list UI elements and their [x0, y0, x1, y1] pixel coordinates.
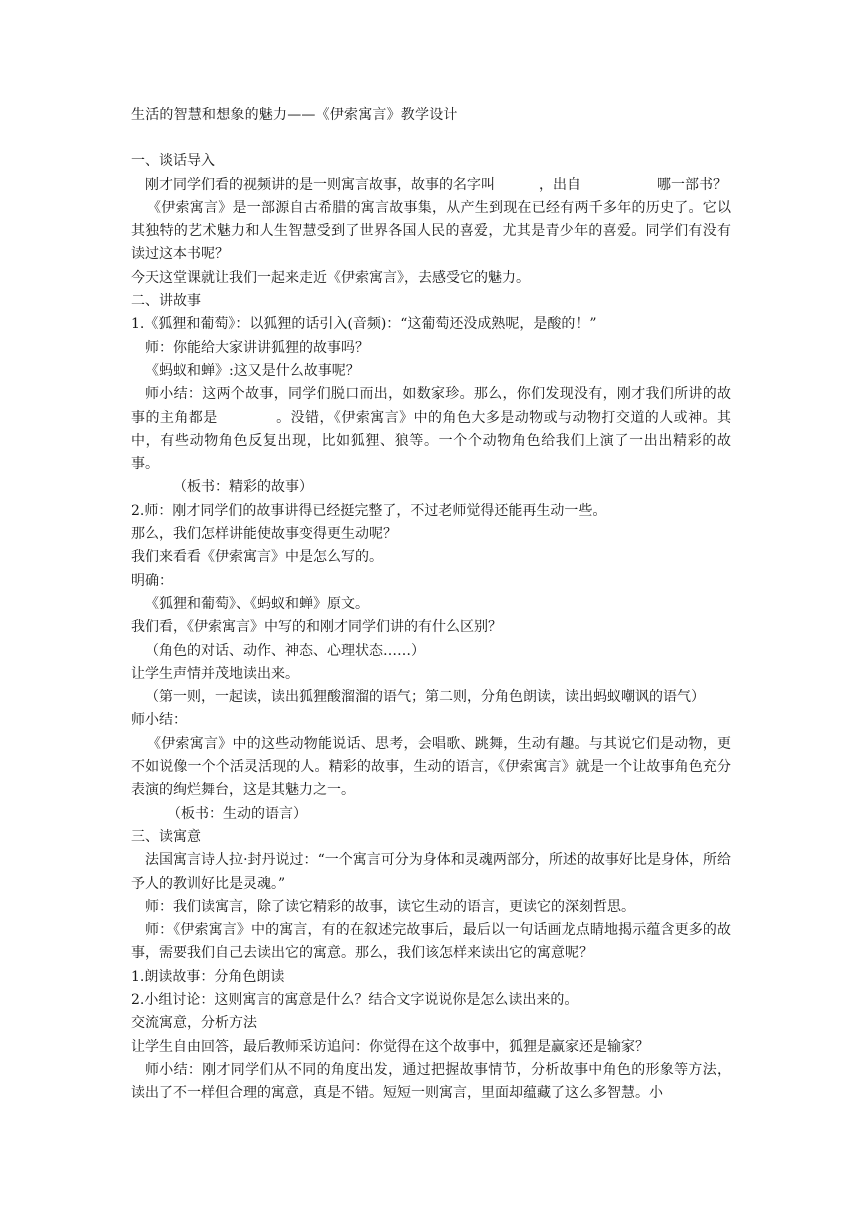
- paragraph: [131, 383, 731, 476]
- paragraph: 今天这堂课就让我们一起来走近《伊索寓言》，去感受它的魅力。: [131, 269, 530, 286]
- paragraph: 师：你能给大家讲讲狐狸的故事吗？: [145, 339, 369, 356]
- paragraph: 那么，我们怎样讲能使故事变得更生动呢？: [131, 526, 397, 543]
- text-run: 刚才同学们看的视频讲的是一则寓言故事，故事的名字叫: [145, 176, 495, 193]
- text-run: ，出自: [539, 176, 581, 193]
- paragraph: 我们来看看《伊索寓言》中是怎么写的。: [131, 549, 383, 566]
- paragraph: 明确：: [131, 572, 173, 589]
- paragraph: 2.师：刚才同学们的故事讲得已经挺完整了，不过老师觉得还能再生动一些。: [131, 502, 607, 519]
- section-heading-stories: 二、讲故事: [131, 293, 201, 310]
- text-run: 师小结：这两个故事，同学们脱口而出，如数家珍。那么，你们发现没有，刚才我们所讲的故事的主角都是: [131, 386, 731, 426]
- paragraph: （第一则，一起读，读出狐狸酸溜溜的语气；第二则，分角色朗读，读出蚂蚁嘲讽的语气）: [145, 689, 705, 706]
- paragraph: 我们看，《伊索寓言》中写的和刚才同学们讲的有什么区别？: [131, 619, 502, 636]
- section-heading-intro: 一、谈话导入: [131, 153, 215, 170]
- paragraph: 2.小组讨论：这则寓言的寓意是什么？结合文字说说你是怎么读出来的。: [131, 991, 579, 1008]
- paragraph: 让学生声情并茂地读出来。: [131, 665, 299, 682]
- document-title: 生活的智慧和想象的魅力——《伊索寓言》教学设计: [131, 107, 458, 123]
- paragraph: 师：我们读寓言，除了读它精彩的故事，读它生动的语言，更读它的深刻哲思。: [145, 898, 635, 915]
- paragraph: 让学生自由回答，最后教师采访追问：你觉得在这个故事中，狐狸是赢家还是输家？: [131, 1038, 649, 1055]
- text-run: 。没错，《伊索寓言》中的角色大多是动物或与动物打交道的人或神。其中，有些动物角色反复出现，比如狐狸、狼等。一个个动物角色给我们上演了一出出精彩的故事。: [131, 409, 732, 473]
- paragraph: 《蚂蚁和蝉》:这又是什么故事呢？: [145, 362, 360, 379]
- paragraph: 师小结：: [131, 712, 187, 729]
- paragraph: 1.朗读故事：分角色朗读: [131, 968, 285, 985]
- paragraph: 师小结：刚才同学们从不同的角度出发，通过把握故事情节，分析故事中角色的形象等方法，读出了不一样但合理的寓意，真是不错。短短一则寓言，里面却蕴藏了这么多智慧。小: [131, 1061, 731, 1102]
- paragraph: 交流寓意，分析方法: [131, 1015, 257, 1032]
- paragraph: 师：《伊索寓言》中的寓言，有的在叙述完故事后，最后以一句话画龙点睛地揭示蕴含更多的故事，需要我们自己去读出它的寓意。那么，我们该怎样来读出它的寓意呢？: [131, 922, 731, 962]
- paragraph: 1.《狐狸和葡萄》：以狐狸的话引入(音频)：“这葡萄还没成熟呢，是酸的！”: [131, 316, 597, 333]
- paragraph: 《狐狸和葡萄》、《蚂蚁和蝉》原文。: [145, 595, 369, 612]
- paragraph: 《伊索寓言》是一部源自古希腊的寓言故事集，从产生到现在已经有两千多年的历史了。它以其独特的艺术魅力和人生智慧受到了世界各国人民的喜爱，尤其是青少年的喜爱。同学们有没有读过这本书呢？: [131, 199, 731, 263]
- paragraph: 《伊索寓言》中的这些动物能说话、思考，会唱歌、跳舞，生动有趣。与其说它们是动物，更不如说像一个个活灵活现的人。精彩的故事，生动的语言，《伊索寓言》就是一个让故事角色充分表演的绚烂舞台，这是其魅力之一。: [131, 735, 731, 799]
- text-run: 哪一部书？: [657, 176, 727, 193]
- document-body: [131, 104, 731, 1105]
- paragraph: [131, 174, 731, 197]
- paragraph: （角色的对话、动作、神态、心理状态……）: [145, 642, 425, 659]
- board-note: （板书：精彩的故事）: [173, 479, 313, 496]
- paragraph: 法国寓言诗人拉·封丹说过：“一个寓言可分为身体和灵魂两部分，所述的故事好比是身体，所给予人的教训好比是灵魂。”: [131, 852, 731, 892]
- section-heading-meaning: 三、读寓意: [131, 828, 201, 845]
- board-note: （板书：生动的语言）: [167, 805, 307, 822]
